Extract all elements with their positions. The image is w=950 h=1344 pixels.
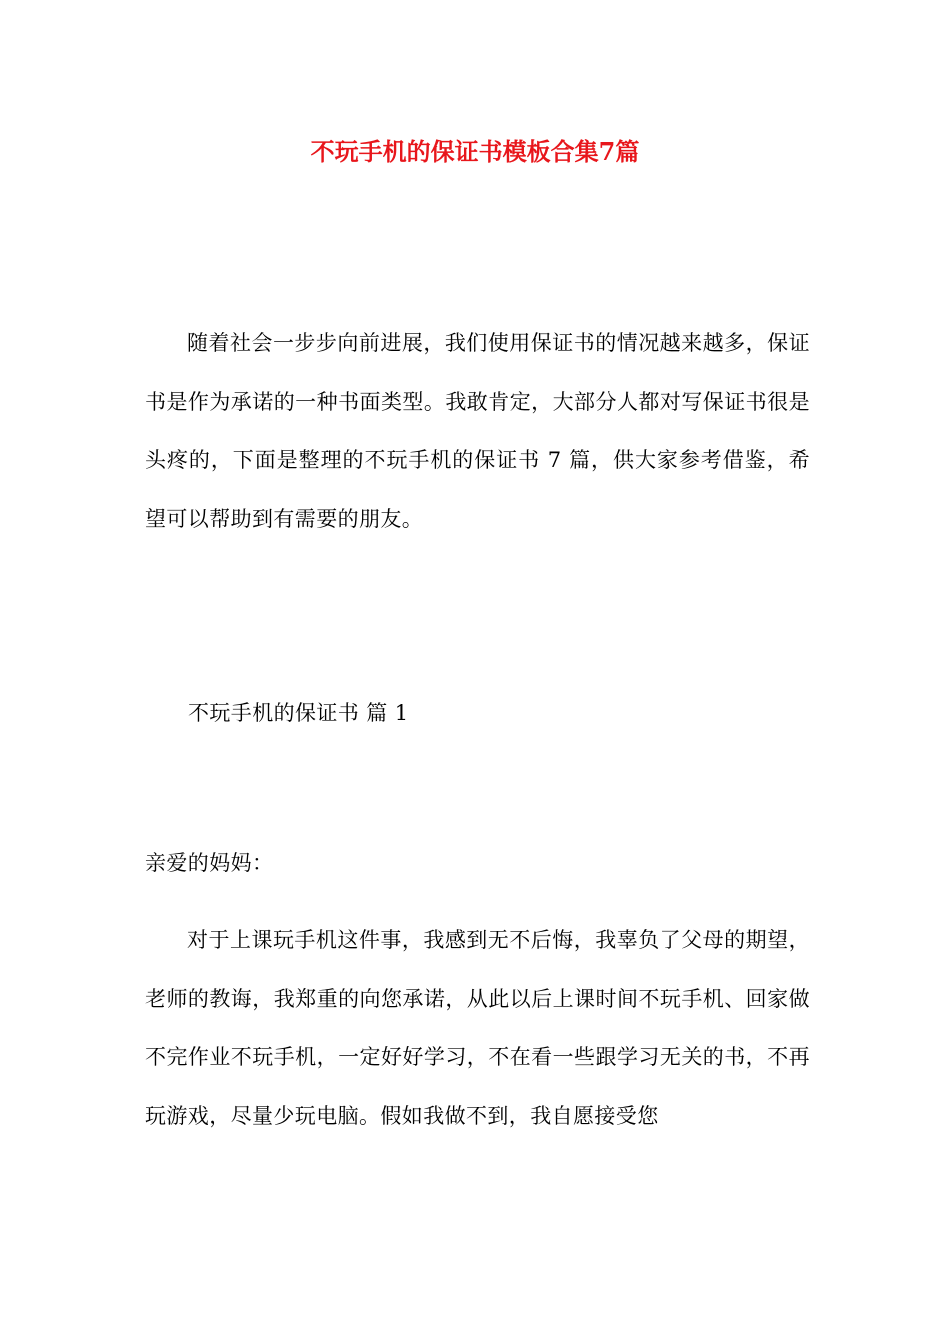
body-text: 对于上课玩手机这件事，我感到无不后悔，我辜负了父母的期望，老师的教诲，我郑重的向您承诺，从此以后上课时间不玩手机、回家做不完作业不玩手机，一定好好学习，不在看一些跟学习无关的书，不再玩游戏，尽量少玩电脑。假如我做不到，我自愿接受您: [145, 928, 810, 1128]
body-paragraph: [145, 911, 810, 1145]
section-heading: 不玩手机的保证书 篇 1: [188, 701, 409, 725]
intro-paragraph: [145, 314, 810, 548]
document-title: 不玩手机的保证书模板合集7篇: [310, 137, 640, 166]
salutation: 亲爱的妈妈：: [145, 851, 274, 875]
intro-text: 随着社会一步步向前进展，我们使用保证书的情况越来越多，保证书是作为承诺的一种书面类型。我敢肯定，大部分人都对写保证书很是头疼的，下面是整理的不玩手机的保证书 7 篇，供大家参考借鉴，希望可以帮助到有需要的朋友。: [145, 331, 810, 531]
